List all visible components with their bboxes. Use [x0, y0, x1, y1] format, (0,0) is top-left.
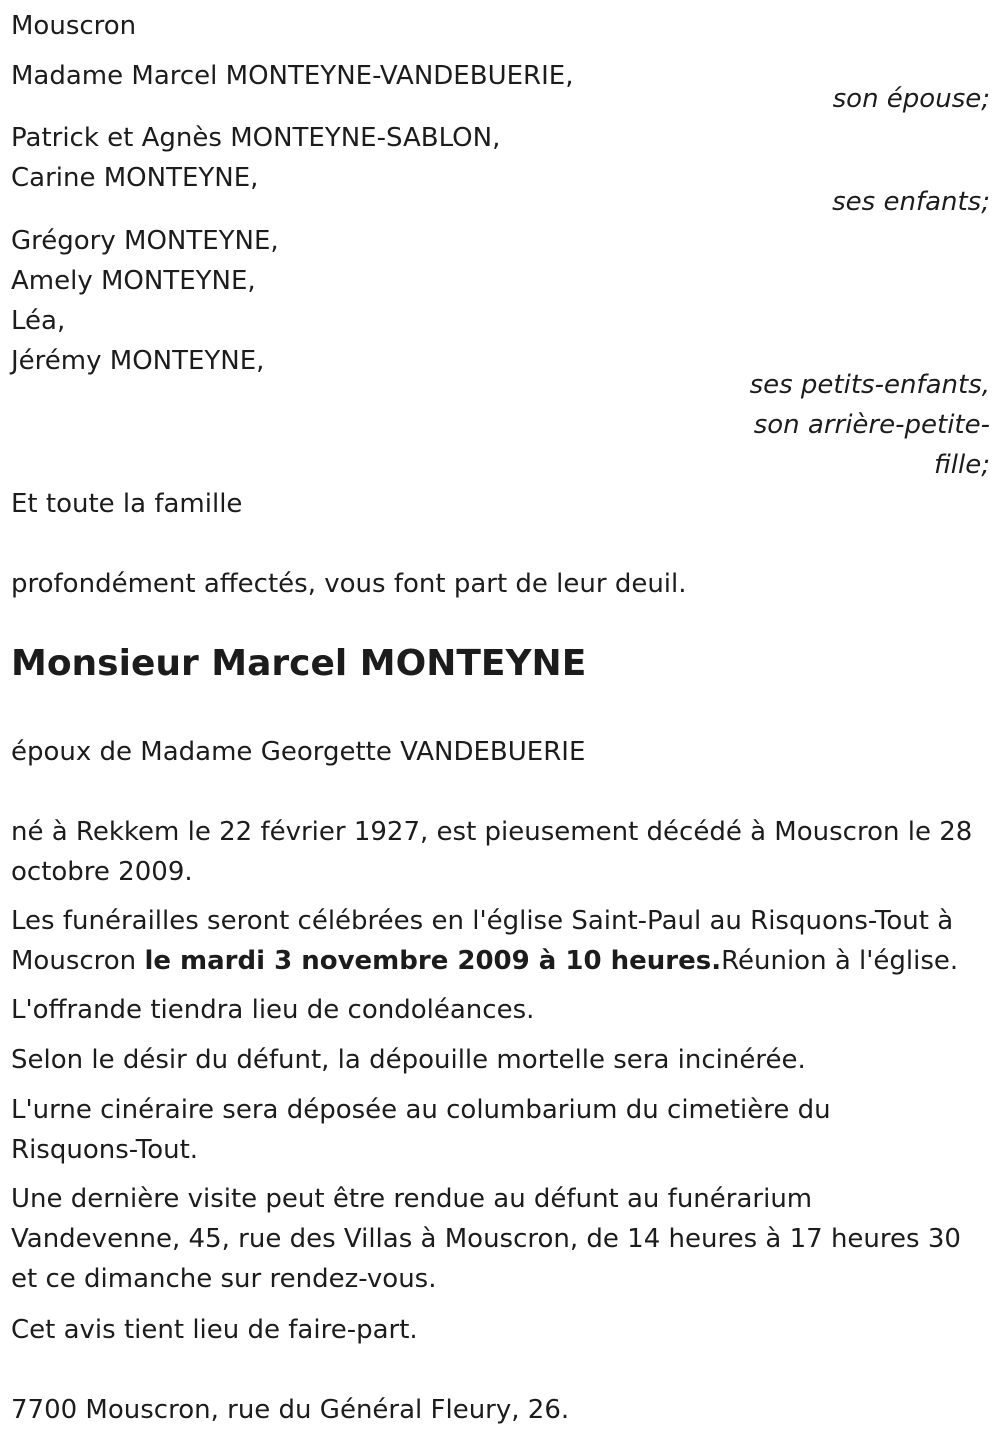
visit-line-cont: et ce dimanche sur rendez-vous.	[11, 1264, 437, 1294]
visit-line-cont: Vandevenne, 45, rue des Villas à Mouscron, de 14 heures à 17 heures 30	[11, 1224, 961, 1254]
funeral-meeting: Réunion à l'église.	[721, 946, 959, 976]
grandchild-name: Grégory MONTEYNE,	[11, 226, 279, 256]
husband-of-line: époux de Madame Georgette VANDEBUERIE	[11, 737, 586, 767]
funeral-line: Les funérailles seront célébrées en l'église Saint-Paul au Risquons-Tout à	[11, 906, 954, 936]
child-name: Carine MONTEYNE,	[11, 163, 259, 193]
spouse-role: son épouse;	[832, 84, 990, 114]
offering-line: L'offrande tiendra lieu de condoléances.	[11, 995, 535, 1025]
birth-death-line: né à Rekkem le 22 février 1927, est pieusement décédé à Mouscron le 28	[11, 817, 973, 847]
child-name: Patrick et Agnès MONTEYNE-SABLON,	[11, 123, 501, 153]
affected-line: profondément affectés, vous font part de leur deuil.	[11, 569, 687, 599]
grandchild-name: Léa,	[11, 306, 66, 336]
children-role: ses enfants;	[832, 187, 990, 217]
great-grandchild-role-cont: fille;	[934, 450, 990, 480]
birth-death-line-cont: octobre 2009.	[11, 857, 193, 887]
grandchildren-role: ses petits-enfants,	[749, 370, 990, 400]
funeral-city: Mouscron	[11, 946, 145, 976]
urn-line-cont: Risquons-Tout.	[11, 1135, 199, 1165]
funeral-date: le mardi 3 novembre 2009 à 10 heures.	[144, 946, 722, 976]
address-line: 7700 Mouscron, rue du Général Fleury, 26.	[11, 1395, 570, 1425]
great-grandchild-role: son arrière-petite-	[753, 410, 990, 440]
family-line: Et toute la famille	[11, 489, 243, 519]
cremation-line: Selon le désir du défunt, la dépouille mortelle sera incinérée.	[11, 1045, 806, 1075]
visit-line: Une dernière visite peut être rendue au défunt au funérarium	[11, 1184, 813, 1214]
funeral-line-cont	[11, 941, 958, 981]
grandchild-name: Jérémy MONTEYNE,	[11, 346, 265, 376]
spouse-name: Madame Marcel MONTEYNE-VANDEBUERIE,	[11, 61, 574, 91]
notice-line: Cet avis tient lieu de faire-part.	[11, 1315, 418, 1345]
grandchild-name: Amely MONTEYNE,	[11, 266, 256, 296]
deceased-name: Monsieur Marcel MONTEYNE	[11, 643, 587, 684]
urn-line: L'urne cinéraire sera déposée au columbarium du cimetière du	[11, 1095, 831, 1125]
city-heading: Mouscron	[11, 11, 137, 41]
